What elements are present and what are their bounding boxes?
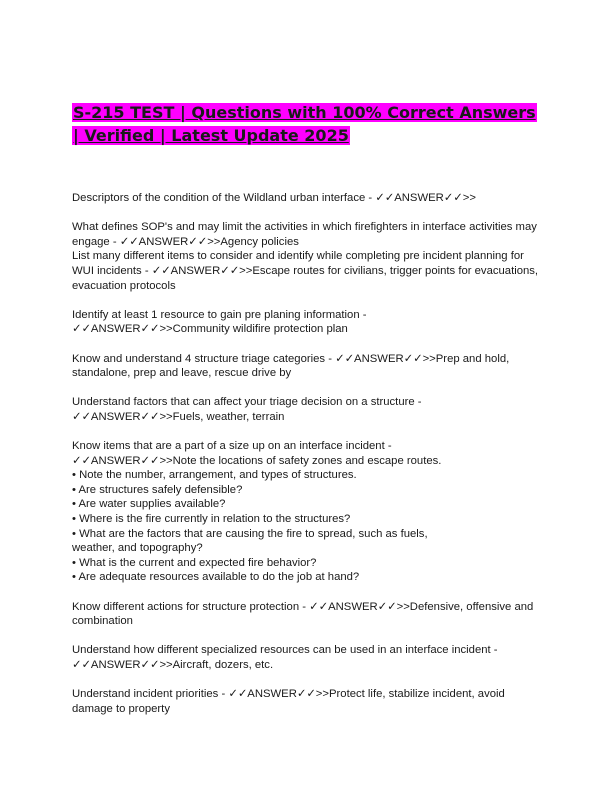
answer-text: Protect life, stabilize incident, avoid damage to property <box>72 688 505 715</box>
qa-item-3 <box>72 249 548 293</box>
answer-text: Community wildifire protection plan <box>172 323 348 336</box>
qa-item-6 <box>72 395 548 424</box>
document-title <box>72 101 542 147</box>
question-text: Descriptors of the condition of the Wildland urban interface - <box>72 192 376 204</box>
answer-marker: ✓✓ANSWER✓✓>> <box>72 410 173 423</box>
sizeup-bullet: • What are the factors that are causing the fire to spread, such as fuels, <box>72 527 428 540</box>
question-text: Know items that are a part of a size up on an interface incident - <box>72 440 392 453</box>
document-title-text: S-215 TEST | Questions with 100% Correct Answers | Verified | Latest Update 2025 <box>73 103 536 145</box>
answer-marker: ✓✓ANSWER✓✓>> <box>72 454 173 467</box>
sizeup-bullet: • Are adequate resources available to do the job at hand? <box>72 571 360 584</box>
qa-item-5 <box>72 352 548 381</box>
answer-marker: ✓✓ANSWER✓✓>> <box>309 600 410 613</box>
qa-item-2 <box>72 220 548 249</box>
answer-marker: ✓✓ANSWER✓✓>> <box>228 688 329 701</box>
sizeup-bullet: weather, and topography? <box>72 542 203 555</box>
answer-text: Fuels, weather, terrain <box>172 410 285 423</box>
qa-item-4 <box>72 308 548 337</box>
question-text: Understand factors that can affect your triage decision on a structure - <box>72 396 422 409</box>
qa-item-1 <box>72 191 548 206</box>
question-text: Know and understand 4 structure triage categories - <box>72 352 336 365</box>
answer-text: Note the locations of safety zones and escape routes. <box>172 454 442 467</box>
qa-item-7 <box>72 439 548 585</box>
qa-item-10 <box>72 687 548 716</box>
question-text: Understand how different specialized resources can be used in an interface incident - <box>72 644 498 657</box>
question-text: Identify at least 1 resource to gain pre planing information - <box>72 308 367 321</box>
answer-text: Agency policies <box>220 235 299 248</box>
question-text: List many different items to consider and identify while completing pre incident planning for WUI incidents - <box>72 250 524 277</box>
answer-marker: ✓✓ANSWER✓✓>> <box>72 659 173 671</box>
sizeup-bullet: • What is the current and expected fire behavior? <box>72 556 317 569</box>
question-text: What defines SOP's and may limit the activities in which firefighters in interface activities may engage - <box>72 221 537 248</box>
sizeup-bullet: • Are structures safely defensible? <box>72 483 243 496</box>
question-text: Understand incident priorities - <box>72 688 229 701</box>
sizeup-bullet: • Are water supplies available? <box>72 498 226 511</box>
answer-text: Aircraft, dozers, etc. <box>172 659 274 671</box>
answer-marker: ✓✓ANSWER✓✓>> <box>151 264 253 277</box>
qa-item-8 <box>72 600 548 629</box>
answer-marker: ✓✓ANSWER✓✓>> <box>375 192 476 204</box>
answer-text: Prep and hold, standalone, prep and leave, rescue drive by <box>72 352 510 380</box>
qa-list <box>72 191 548 716</box>
question-text: Know different actions for structure protection - <box>72 600 310 613</box>
answer-marker: ✓✓ANSWER✓✓>> <box>72 323 173 336</box>
answer-marker: ✓✓ANSWER✓✓>> <box>335 352 436 365</box>
sizeup-bullet: • Where is the fire currently in relation to the structures? <box>72 513 351 526</box>
answer-text: Escape routes for civilians, trigger points for evacuations, evacuation protocols <box>72 264 539 292</box>
answer-marker: ✓✓ANSWER✓✓>> <box>119 235 221 248</box>
qa-item-9 <box>72 643 548 672</box>
answer-text: Defensive, offensive and combination <box>72 600 534 628</box>
sizeup-bullet: • Note the number, arrangement, and types of structures. <box>72 469 357 482</box>
